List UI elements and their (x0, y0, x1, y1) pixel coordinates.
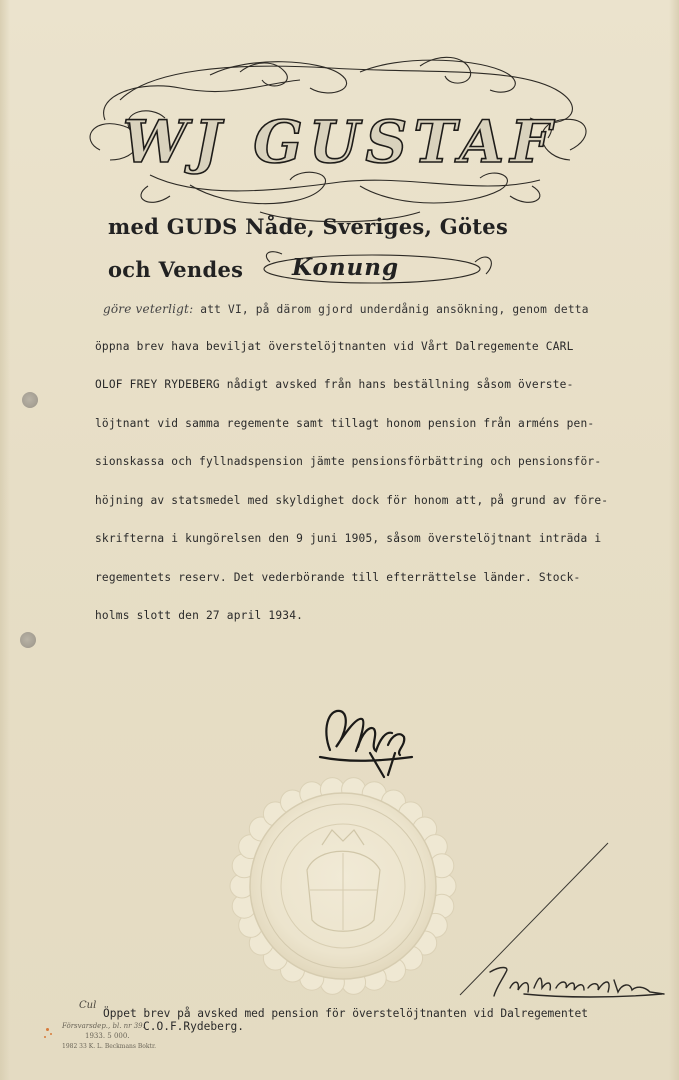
body-line-7: skrifterna i kungörelsen den 9 juni 1905, såsom överstelöjtnant inträda i (95, 532, 602, 545)
body-line-8: regementets reserv. Det vederbörande till efterrättelse länder. Stock- (95, 571, 581, 584)
monogram: WJ GUSTAF (122, 108, 558, 176)
royal-title-line1: med GUDS Nåde, Sveriges, Götes (108, 214, 509, 239)
paper-spot (50, 1033, 52, 1035)
form-printer: 1982 33 K. L. Beckmans Boktr. (62, 1043, 157, 1050)
body-line-3: OLOF FREY RYDEBERG nådigt avsked från hans beställning såsom överste- (95, 378, 574, 391)
body-line-4: löjtnant vid samma regemente samt tillagt honom pension från arméns pen- (95, 417, 595, 430)
opening-formula: göre veterligt: (103, 302, 194, 316)
countersignature (484, 958, 669, 1006)
punch-hole-top (22, 392, 38, 408)
embossed-seal (222, 775, 464, 997)
margin-note: Cul (79, 1000, 97, 1011)
body-line-5: sionskassa och fyllnadspension jämte pensionsförbättring och pensionsför- (95, 455, 602, 468)
body-line-6: höjning av statsmedel med skyldighet dock för honom att, på grund av före- (95, 494, 609, 507)
paper-spot (44, 1036, 46, 1038)
footer-name: C.O.F.Rydeberg. (143, 1020, 245, 1033)
royal-title-line2-prefix: och Vendes (108, 257, 244, 282)
paper-spot (46, 1028, 49, 1031)
body-line-9: holms slott den 27 april 1934. (95, 609, 304, 622)
body-line-1 (103, 302, 589, 316)
form-print-run: 1933. 5 000. (85, 1032, 130, 1040)
body-text: att VI, på därom gjord underdånig ansökning, genom detta (200, 303, 589, 316)
punch-hole-bottom (20, 632, 36, 648)
footer-title: Öppet brev på avsked med pension för överstelöjtnanten vid Dalregementet (103, 1007, 588, 1020)
form-number: Försvarsdep., bl. nr 39. (62, 1022, 145, 1030)
royal-title-konung: Konung (292, 254, 400, 281)
body-line-2: öppna brev hava beviljat överstelöjtnanten vid Vårt Dalregemente CARL (95, 340, 574, 353)
